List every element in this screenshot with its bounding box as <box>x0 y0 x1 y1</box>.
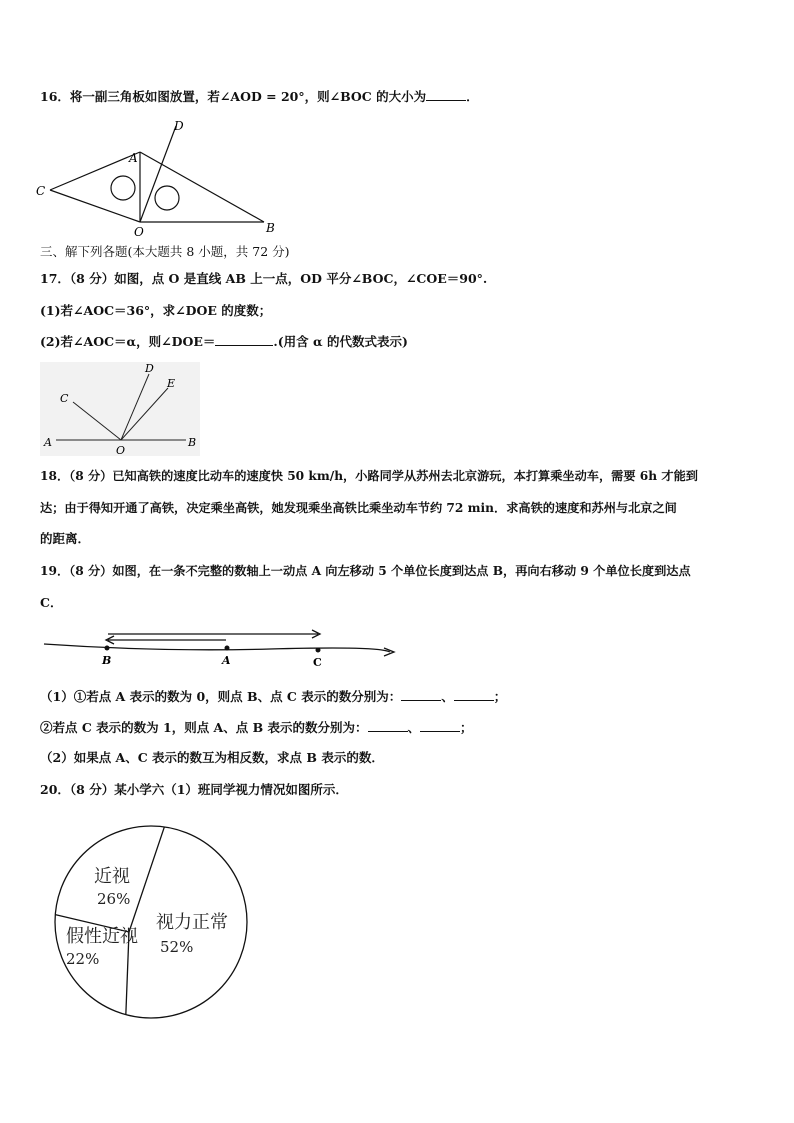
q19-label-c: C <box>313 656 322 669</box>
q19-line1: 19．（8 分）如图，在一条不完整的数轴上一动点 A 向左移动 5 个单位长度到达点 B，再向右移动 9 个单位长度到达点 <box>40 564 691 578</box>
q17-label-e: E <box>167 377 176 390</box>
q17-part1: (1)若∠AOC＝36°，求∠DOE 的度数； <box>40 303 272 318</box>
q16-line-ab <box>140 152 264 222</box>
q19-part1-1-text: （1）①若点 A 表示的数为 0，则点 B、点 C 表示的数分别为： <box>40 689 402 704</box>
q19-axis <box>44 644 390 652</box>
q17-label-a: A <box>44 436 52 449</box>
q17-figure <box>40 362 200 456</box>
q19-part1-1 <box>40 688 506 706</box>
q16-text: 16．将一副三角板如图放置，若∠AOD = 20°，则∠BOC 的大小为 <box>40 89 427 104</box>
q19-point-c <box>316 648 321 653</box>
q16-label-c: C <box>36 184 46 198</box>
q16-circle-right <box>155 186 179 210</box>
q19-blank-a[interactable] <box>368 719 408 732</box>
q16-label-b: B <box>266 221 275 235</box>
q17-label-c: C <box>60 392 69 405</box>
q16-end: ． <box>466 89 479 104</box>
q19-point-a <box>225 646 230 651</box>
q17-part2-text: (2)若∠AOC＝α，则∠DOE＝ <box>40 334 216 349</box>
q16-figure <box>30 118 280 240</box>
pie-label-normal: 视力正常 <box>156 912 228 933</box>
q19-sep-1: 、 <box>441 689 454 704</box>
pie-label-pseudo-myopia: 假性近视 <box>66 926 138 947</box>
q19-blank-b2[interactable] <box>420 719 460 732</box>
section3-heading: 三、解下列各题(本大题共 8 小题，共 72 分) <box>40 244 290 259</box>
q18-line1: 18．（8 分）已知高铁的速度比动车的速度快 50 km/h，小路同学从苏州去北京游玩，本打算乘坐动车，需要 6h 才能到 <box>40 469 698 483</box>
q16-label-d: D <box>174 119 184 133</box>
q19-line2: C． <box>40 595 63 610</box>
q17-label-o: O <box>116 444 126 456</box>
q16-stem <box>40 88 479 106</box>
pie-label-myopia: 近视 <box>94 866 130 887</box>
q16-line-ca <box>50 152 140 190</box>
q19-blank-c[interactable] <box>454 688 494 701</box>
q16-circle-left <box>111 176 135 200</box>
q19-blank-b[interactable] <box>401 688 441 701</box>
q17-label-d: D <box>145 362 154 375</box>
q16-line-od <box>140 126 176 222</box>
q19-part1-2 <box>40 719 473 737</box>
q17-answer-blank[interactable] <box>215 333 273 346</box>
q19-label-b: B <box>102 654 112 667</box>
q17-figure-bg <box>40 362 200 456</box>
q16-answer-blank[interactable] <box>426 88 466 101</box>
q17-part2 <box>40 333 408 351</box>
q20-pie-chart <box>44 818 258 1028</box>
pie-value-pseudo-myopia: 22% <box>66 950 100 968</box>
q16-label-o: O <box>134 225 144 239</box>
q19-part2: （2）如果点 A、C 表示的数互为相反数，求点 B 表示的数． <box>40 750 384 765</box>
q19-point-b <box>105 646 110 651</box>
q19-sep-2: 、 <box>407 720 421 735</box>
pie-value-myopia: 26% <box>97 890 131 908</box>
q19-part1-2-text: ②若点 C 表示的数为 1，则点 A、点 B 表示的数分别为： <box>40 720 368 735</box>
q17-stem: 17．（8 分）如图，点 O 是直线 AB 上一点，OD 平分∠BOC，∠COE＝90°. <box>40 271 488 286</box>
q19-end-2: ； <box>460 720 473 735</box>
q17-label-b: B <box>188 436 197 449</box>
q19-label-a: A <box>222 654 231 667</box>
pie-value-normal: 52% <box>160 938 194 956</box>
q16-line-co <box>50 190 140 222</box>
q18-line3: 的距离． <box>40 531 91 546</box>
q19-number-line <box>40 626 400 670</box>
q18-line2: 达；由于得知开通了高铁，决定乘坐高铁，她发现乘坐高铁比乘坐动车节约 72 min．求高铁的速度和苏州与北京之间 <box>40 501 677 515</box>
q16-label-a: A <box>129 151 138 165</box>
q20-stem: 20．（8 分）某小学六（1）班同学视力情况如图所示． <box>40 782 348 797</box>
q17-part2-end: .(用含 α 的代数式表示) <box>273 334 408 349</box>
q19-end-1: ； <box>493 689 507 704</box>
